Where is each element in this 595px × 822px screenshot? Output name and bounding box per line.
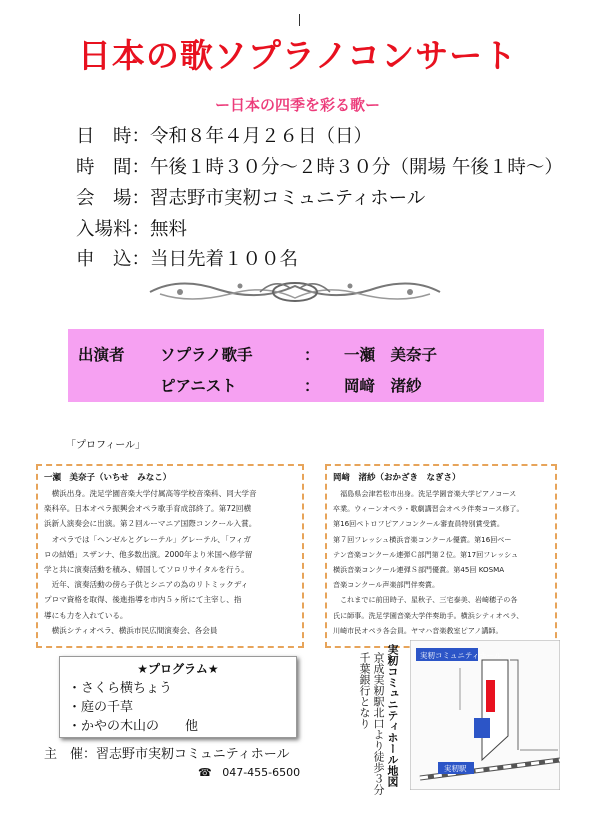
performer-sep: ：: [304, 346, 320, 364]
info-label: 申 込：: [76, 249, 151, 270]
profile-line: 音楽コンクール声楽部門伴奏賞。: [333, 580, 440, 590]
profile-body: [44, 486, 257, 638]
program-box: [59, 656, 297, 738]
profile-line: 川崎市民オペラ各会員。ヤマハ音楽教室ピアノ講師。: [333, 625, 503, 635]
profile-line: 横浜出身。洗足学園音楽大学付属高等学校音楽科、同大学音: [44, 489, 257, 498]
page-title: 日本の歌ソプラノコンサート: [77, 36, 518, 75]
profile-line: 氏に師事。洗足学園音楽大学伴奏助手。横浜シティオペラ、: [333, 610, 524, 620]
info-date: [76, 122, 372, 148]
info-apply: [76, 245, 298, 271]
profile-line: 楽科卒。日本オペラ振興会オペラ歌手育成部終了。第72回横: [44, 504, 252, 514]
profile-line: 学と共に演奏活動を積み、帰国してソロリサイタルを行う。: [44, 565, 249, 575]
profile-line: テン音楽コンクール連弾Ｃ部門第２位。第17回フレッシュ: [333, 549, 519, 559]
performer-box: [68, 329, 544, 402]
profile-name: 一瀬 美奈子（いちせ みなこ）: [44, 473, 172, 483]
profile-line: 近年、演奏活動の傍ら子供とシニアの為のリトミックディ: [44, 580, 249, 590]
info-value: 習志野市実籾コミュニティホール: [150, 188, 426, 209]
profile-line: これまでに前田時子、星秋子、三宅泰美、岩崎穂子の各: [333, 595, 518, 605]
map-label-hall: 実籾コミュニティホール: [420, 651, 502, 660]
info-value: 午後１時３０分～２時３０分（開場 午後１時～）: [150, 157, 563, 178]
profile-name: 岡﨑 渚紗（おかざき なぎさ）: [333, 473, 461, 483]
program-item: ・庭の千草: [68, 700, 134, 715]
map-caption-line1: 京成実籾駅北口より徒歩３分: [372, 652, 385, 795]
map-caption-line2: 千葉銀行となり: [358, 652, 371, 729]
profile-body: [333, 486, 524, 638]
phone-icon: ☎: [198, 766, 212, 779]
profile-line: 福島県会津若松市出身。洗足学園音楽大学ピアノコース: [333, 489, 517, 498]
sponsor: 主 催：習志野市実籾コミュニティホール: [44, 747, 290, 762]
performer-role: ピアニスト: [160, 377, 237, 395]
info-time: [76, 153, 563, 179]
phone-line: [198, 766, 300, 779]
info-label: 会 場：: [76, 188, 151, 209]
page-subtitle: ー日本の四季を彩る歌ー: [214, 96, 380, 114]
ornament-divider: [140, 272, 450, 312]
performer-name: 岡﨑 渚紗: [344, 377, 422, 395]
profile-box-soprano: [36, 464, 304, 648]
profile-line: 浜新人演奏会に出演。第２回ルーマニア国際コンクール入賞。: [44, 519, 257, 529]
profile-line: 第７回フレッシュ横浜音楽コンクール優賞。第16回ベー: [333, 534, 512, 544]
profile-line: ロの結婚」スザンナ、他多数出演。2000年より米国へ修学留: [44, 549, 253, 559]
info-fee: [76, 215, 187, 241]
text-cursor: [299, 14, 300, 26]
profile-line: 横浜シティオペラ、横浜市民広間演奏会、各会員: [44, 625, 218, 635]
map-caption-title: 実籾コミュニティホール地図: [386, 644, 399, 787]
profile-line: 導にも力を入れている。: [44, 610, 128, 620]
info-label: 入場料：: [76, 219, 151, 240]
program-item: ・かやの木山の 他: [68, 719, 199, 734]
profile-heading: 「プロフィール」: [66, 440, 145, 451]
info-label: 時 間：: [76, 157, 151, 178]
profile-line: プロマ資格を取得、後進指導を市内５ヶ所にて主宰し、指: [44, 595, 242, 605]
performer-sep: ：: [304, 377, 320, 395]
profile-line: 第16回ペトロフピアノコンクール審査員特別賞受賞。: [333, 519, 504, 529]
performer-name: 一瀬 美奈子: [344, 346, 438, 364]
phone-number: 047-455-6500: [222, 766, 301, 779]
profile-line: 横浜音楽コンクール連弾Ｓ部門優賞。第45回 KOSMA: [333, 565, 505, 575]
profile-box-pianist: [325, 464, 557, 648]
map-graphic: [410, 640, 560, 790]
map-label-station: 実籾駅: [444, 764, 467, 773]
info-value: 無料: [150, 219, 188, 240]
info-label: 日 時：: [76, 126, 151, 147]
performer-label: 出演者: [78, 346, 125, 364]
program-title: ★プログラム★: [137, 662, 219, 676]
performer-role: ソプラノ歌手: [160, 346, 253, 364]
location-map: [410, 640, 560, 790]
profile-line: オペラでは「ヘンゼルとグレーテル」グレーテル、「フィガ: [44, 534, 251, 544]
info-value: 当日先着１００名: [150, 249, 299, 270]
program-item: ・さくら横ちょう: [68, 681, 173, 696]
profile-line: 卒業。ウィーンオペラ・歌劇講習会オペラ伴奏コース修了。: [333, 504, 524, 514]
info-venue: [76, 184, 425, 210]
info-value: 令和８年４月２６日（日）: [150, 126, 373, 147]
